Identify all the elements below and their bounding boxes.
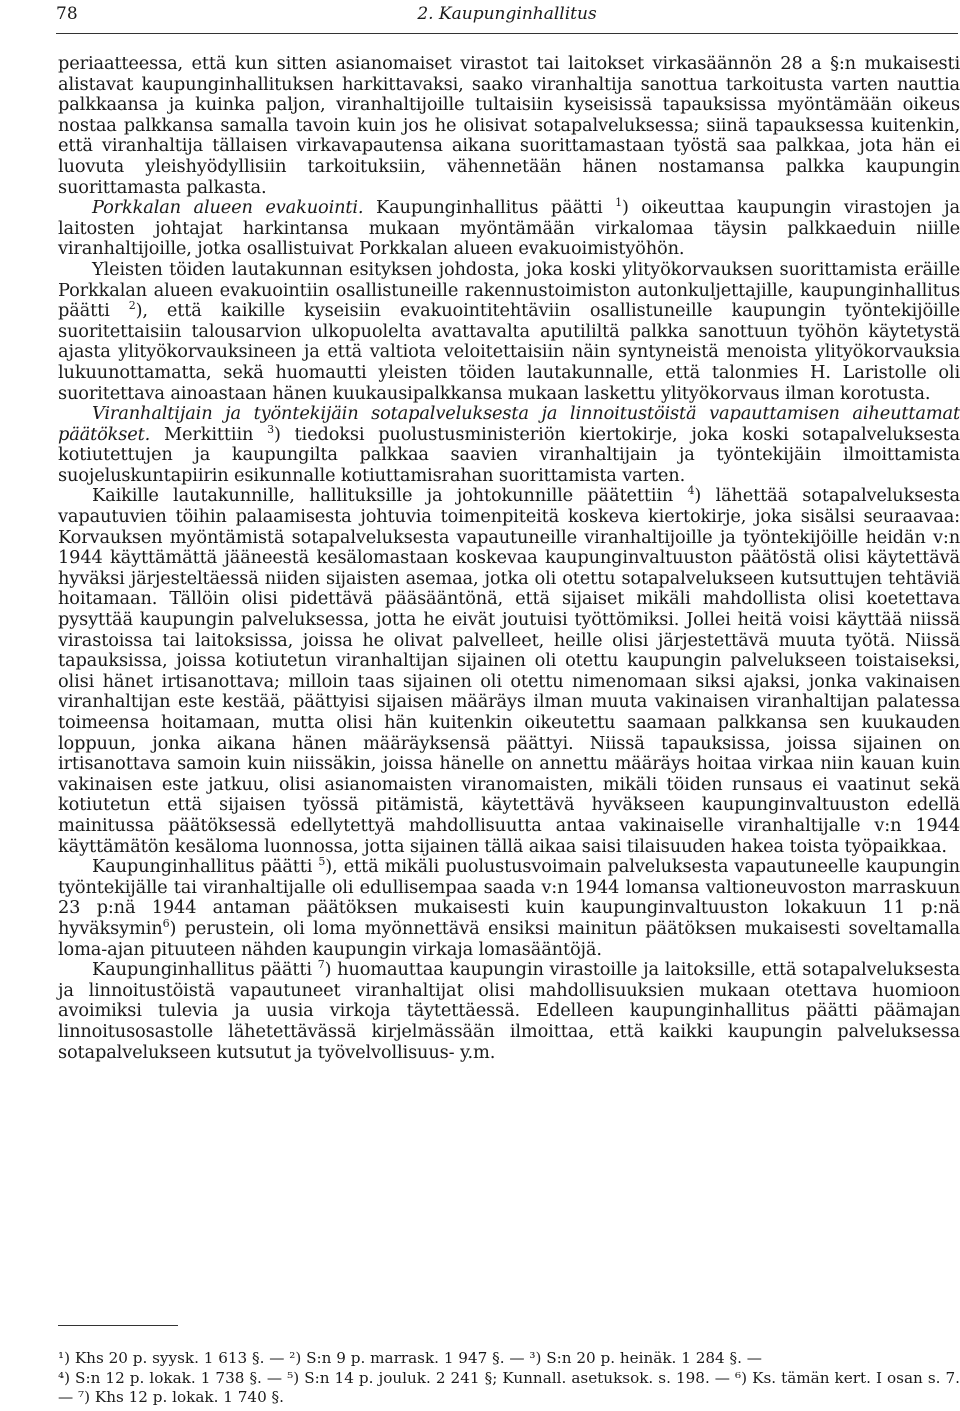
footnote-ref-4: 4 — [687, 484, 695, 498]
footnote-ref-7: 7 — [317, 958, 325, 972]
section-heading-porkkala: Porkkalan alueen evakuointi. — [92, 197, 364, 219]
body-text — [58, 54, 960, 1063]
page-header — [56, 2, 958, 34]
paragraph-1: periaatteessa, että kun sitten asianomaiset virastot tai laitokset virkasäännön 28 a §:n mukaisesti alistavat kaupunginhallituksen harkittavaksi, saako viranhaltija sanottua tarkoitusta varten nauttia palkkaansa ja kuinka paljon, viranhaltijoille tultaisiin kyseisissä tapauksissa myöntämään oikeus nostaa palkkansa samalla tavoin kuin jos he olisivat sotapalveluksessa; siinä tapauksessa kuitenkin, että viranhaltija tällaisen virkavapautensa aikana suorittamastaan työstä saa palkkaa, jota hän ei luovuta yleishyödyllisiin tarkoituksiin, vähennetään hänen nostamansa palkka kaupungin suorittamasta palkasta. — [58, 53, 960, 198]
paragraph-6: Kaupunginhallitus päätti $^5$), että mikäli puolustusvoimain palveluksesta vapautuneelle kaupungin työntekijälle tai viranhaltijalle oli edullisempaa saada v:n 1944 lomansa valtioneuvoston marraskuun 23 p:nä 1944 antaman päätöksen mukaisesti kuin kaupunginvaltuuston lokakuun 11 p:nä hyväksymin$^6$) perustein, oli loma myönnettävä ensiksi mainitun päätöksen mukaisesti soveltamalla loma-ajan pituuteen nähden kaupungin virkaja lomasääntöjä. — [58, 855, 960, 960]
paragraph-4: Viranhaltijain ja työntekijäin sotapalveluksesta ja linnoitustöistä vapauttamisen aiheuttamat päätökset. Merkittiin $^3$) tiedoksi puolustusministeriön kiertokirje, joka koski sotapalveluksesta kotiutettujen ja kaupungilta palkkaa saavien viranhaltijain ja työntekijäin ilmoittamista suojeluskuntapiirin esikunnalle kotiuttamisrahan suorittamista varten. — [58, 403, 960, 486]
footnotes — [58, 1349, 960, 1408]
footnote-ref-3: 3 — [267, 422, 274, 436]
header-rule — [56, 33, 958, 34]
running-head: 2. Kaupunginhallitus — [417, 4, 597, 24]
footnote-line-1: ¹) Khs 20 p. syysk. 1 613 §. — ²) S:n 9 p. marrask. 1 947 §. — ³) S:n 20 p. heinäk. 1 284 §. — — [58, 1349, 762, 1367]
paragraph-3: Yleisten töiden lautakunnan esityksen johdosta, joka koski ylityökorvauksen suorittamista eräille Porkkalan alueen evakuointiin osallistuneille rakennustoimiston autonkuljettajille, kaupunginhallitus päätti $^2$), että kaikille kyseisiin evakuointitehtäviin osallistuneille kaupungin työntekijöille suoritettaisiin talousarvion ulkopuolelta avattavalta aputililtä palkka sanottuun työhön käytetystä ajasta ylityökorvauksineen ja että valtiota veloitettaisiin näin syntyneistä menoista ylityökorvauksia lukuunottamatta, sekä huomautti yleisten töiden lautakunnalle, että talonmies H. Laristolle oli suoritettava ainoastaan hänen kuukausipalkkansa mukaan laskettu ylityökorvaus ilman korotusta. — [58, 258, 960, 404]
footnote-rule — [58, 1325, 178, 1326]
paragraph-5: Kaikille lautakunnille, hallituksille ja johtokunnille päätettiin $^4$) lähettää sotapalveluksesta vapautuvien töihin palaamisesta johtuvia toimenpiteitä koskeva kiertokirje, joka sisälsi seuraavaa: Korvauksen myöntämistä sotapalveluksesta vapautuneille viranhaltijoille ja työntekijöille heidän v:n 1944 käyttämättä jääneestä kesälomastaan koskevaa kaupunginvaltuuston päätöstä olisi käytettävä hyväksi järjesteltäessä niiden sijaisten asemaa, jotka oli otettu sotapalvelukseen kutsuttujen tehtäviä hoitamaan. Tällöin olisi pidettävä pääsääntönä, että sijaiset mikäli mahdollista olisi koetettava pysyttää kaupungin palveluksessa, jotta he eivät joutuisi työttömiksi. Jollei heitä voisi käyttää niissä virastoissa tai laitoksissa, joissa he olivat palvelleet, heille olisi järjestettävä muuta työtä. Niissä tapauksissa, joissa kotiutetun viranhaltijan sijainen oli otettu kaupungin palvelukseen toistaiseksi, olisi hänet irtisanottava; milloin taas sijainen oli otettu nimenomaan siksi ajaksi, jonka vakinaisen viranhaltijan este kestää, päättyisi sijaisen määräys ilman muuta vakinaisen viranhaltijan palatessa toimeensa hoitamaan, mutta olisi hän kuitenkin oikeutettu saamaan palkkansa sen kuukauden loppuun, jonka aikana hänen määräyksensä päättyi. Niissä tapauksissa, joissa sijainen on irtisanottava samoin kuin niissäkin, joissa hänelle on annettu määräys hoitaa virkaa niin kauan kuin vakinaisen este jatkuu, olisi asianomaisten viranomaisten, mikäli töiden runsaus ei vaatinut sekä kotiutetun että sijaisen työssä pitämistä, käytettävä hyväkseen kaupunginvaltuuston edellä mainitussa päätöksessä edellytettyä mahdollisuutta antaa vakinaiselle viranhaltijalle v:n 1944 käyttämätön kesäloma luonnossa, jotta sijainen tällä aikaa saisi tilaisuuden hakea toista työpaikkaa. — [58, 484, 960, 857]
paragraph-7: Kaupunginhallitus päätti $^7$) huomauttaa kaupungin virastoille ja laitoksille, että sotapalveluksesta ja linnoitustöistä vapautuneet viranhaltijat olisi mahdollisuuksien mukaan otettava huomioon avoimiksi tulevia ja uusia virkoja täytettäessä. Edelleen kaupunginhallitus päätti päämajan linnoitusosastolle lähetettävässä kirjelmässään ilmoittaa, että kaikki kaupungin palveluksessa sotapalvelukseen kutsutut ja työvelvollisuus- y.m. — [58, 958, 960, 1063]
footnote-ref-2: 2 — [128, 299, 136, 313]
footnote-line-2: ⁴) S:n 12 p. lokak. 1 738 §. — ⁵) S:n 14 p. jouluk. 2 241 §; Kunnall. asetuksok. s. 198. — ⁶) Ks. tämän kert. I osan s. 7. — ⁷) Khs 12 p. lokak. 1 740 §. — [58, 1368, 960, 1406]
footnote-ref-5: 5 — [318, 855, 326, 869]
footnote-ref-6: 6 — [162, 916, 170, 930]
page-number: 78 — [56, 4, 78, 24]
section-heading-sotapalvelus: Viranhaltijain ja työntekijäin sotapalveluksesta ja linnoitustöistä vapauttamisen aiheuttamat päätökset. — [58, 403, 960, 445]
footnote-ref-1: 1 — [615, 196, 622, 210]
paragraph-2: Porkkalan alueen evakuointi. Kaupunginhallitus päätti $^1$) oikeuttaa kaupungin virastojen ja laitosten johtajat harkintansa mukaan myöntämään virkalomaa täysin palkkaeduin niille viranhaltijoille, jotka osallistuivat Porkkalan alueen evakuoimistyöhön. — [58, 196, 960, 260]
